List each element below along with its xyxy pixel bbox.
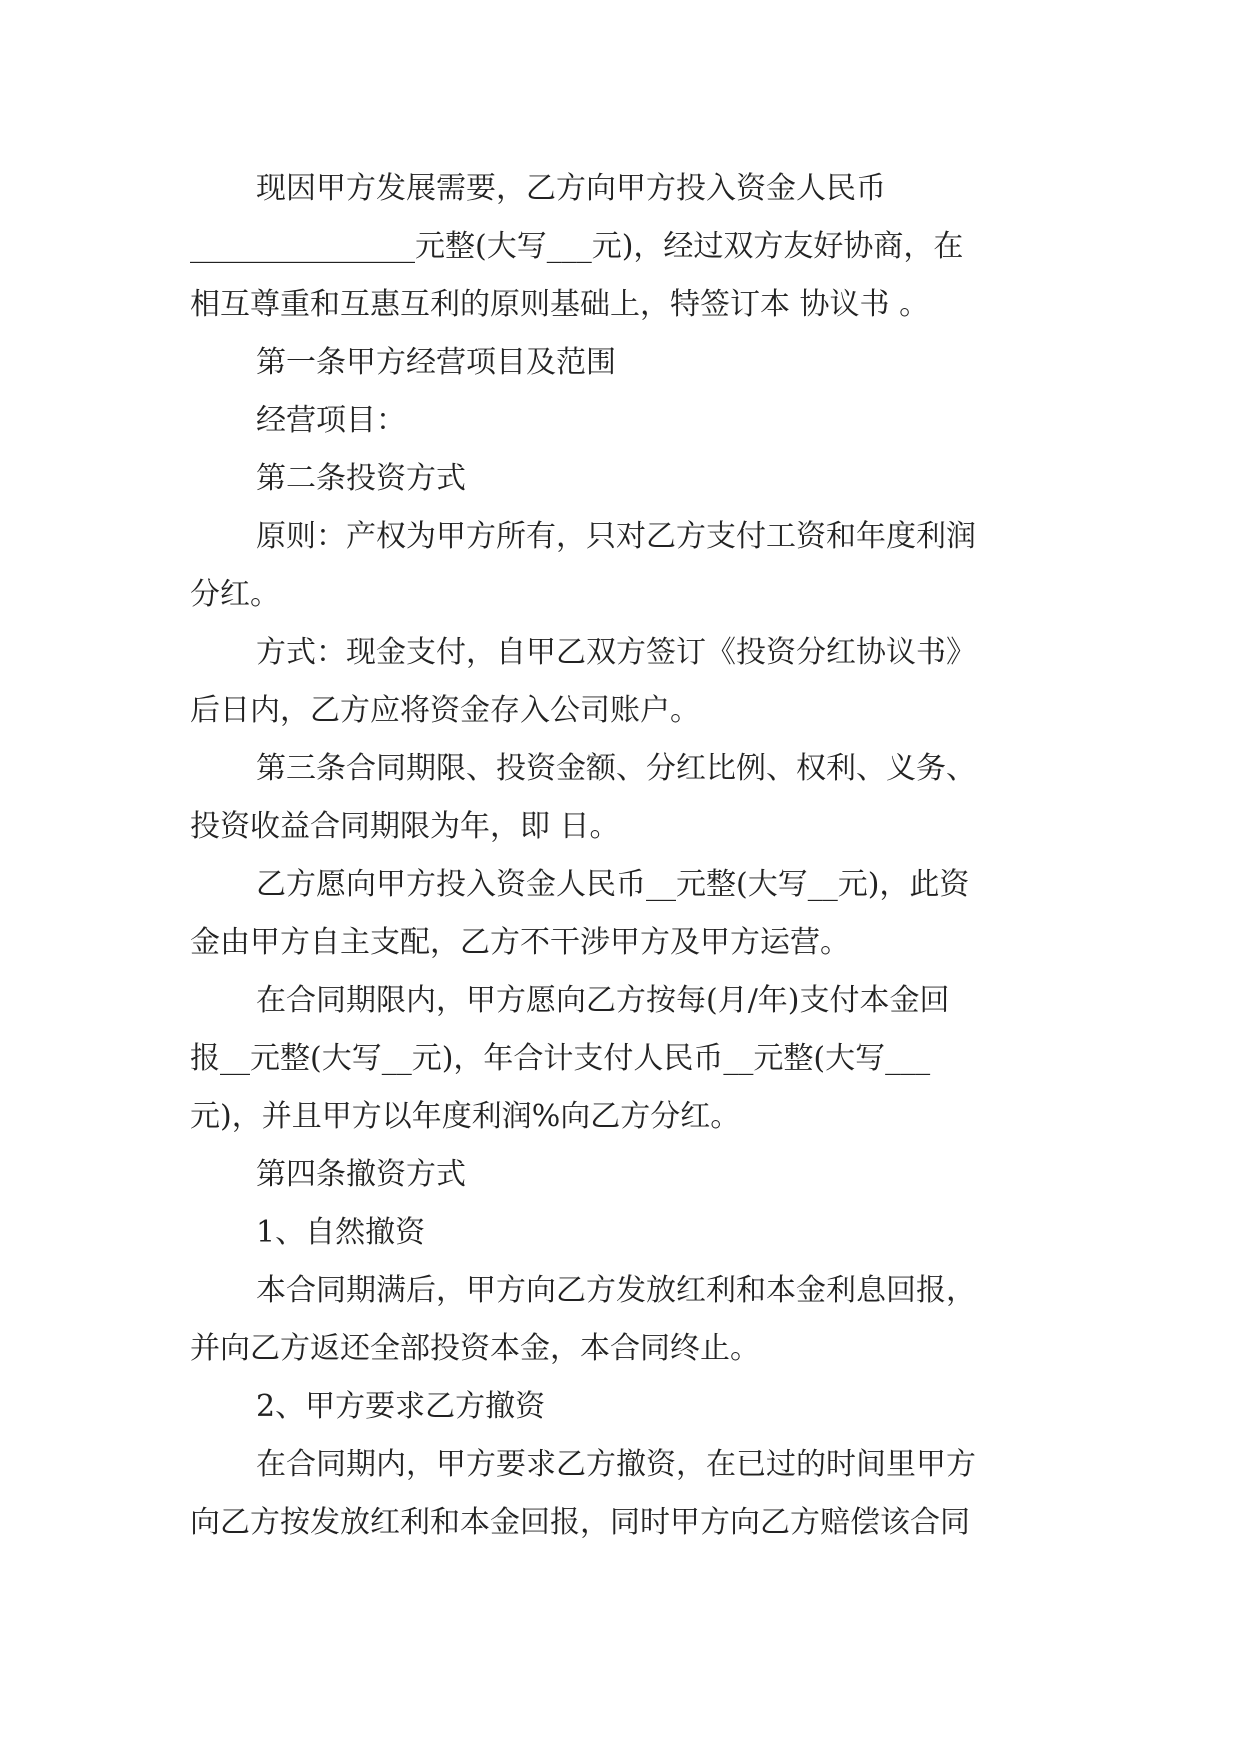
return-paragraph bbox=[190, 972, 1050, 1146]
text-line: 相互尊重和互惠互利的原则基础上，特签订本 协议书 。 bbox=[190, 287, 930, 322]
text-line: 乙方愿向甲方投入资金人民币__元整(大写__元)，此资 bbox=[256, 867, 970, 902]
article-1-heading bbox=[190, 334, 1050, 392]
text-line: 向乙方按发放红利和本金回报，同时甲方向乙方赔偿该合同 bbox=[190, 1505, 970, 1540]
text-line: 在合同期限内，甲方愿向乙方按每(月/年)支付本金回 bbox=[256, 983, 950, 1018]
text-line: 投资收益合同期限为年，即 日。 bbox=[190, 809, 620, 844]
text-line: 第一条甲方经营项目及范围 bbox=[256, 345, 616, 380]
required-withdrawal-heading bbox=[190, 1378, 1050, 1436]
natural-withdrawal-paragraph bbox=[190, 1262, 1050, 1378]
text-line: _______________元整(大写___元)，经过双方友好协商，在 bbox=[190, 229, 964, 264]
business-scope-line bbox=[190, 392, 1050, 450]
required-withdrawal-paragraph bbox=[190, 1436, 1050, 1552]
text-line: 1、自然撤资 bbox=[256, 1215, 426, 1250]
text-line: 金由甲方自主支配，乙方不干涉甲方及甲方运营。 bbox=[190, 925, 850, 960]
document-body bbox=[190, 160, 1050, 1552]
text-line: 第三条合同期限、投资金额、分红比例、权利、义务、 bbox=[256, 751, 976, 786]
method-paragraph bbox=[190, 624, 1050, 740]
text-line: 第二条投资方式 bbox=[256, 461, 466, 496]
text-line: 后日内，乙方应将资金存入公司账户。 bbox=[190, 693, 700, 728]
principle-paragraph bbox=[190, 508, 1050, 624]
text-line: 分红。 bbox=[190, 577, 280, 612]
paragraph-preamble bbox=[190, 160, 1050, 334]
text-line: 本合同期满后，甲方向乙方发放红利和本金利息回报， bbox=[256, 1273, 976, 1308]
article-2-heading bbox=[190, 450, 1050, 508]
text-line: 2、甲方要求乙方撤资 bbox=[256, 1389, 546, 1424]
text-line: 并向乙方返还全部投资本金，本合同终止。 bbox=[190, 1331, 760, 1366]
text-line: 元)，并且甲方以年度利润%向乙方分红。 bbox=[190, 1099, 741, 1134]
article-4-heading bbox=[190, 1146, 1050, 1204]
text-line: 经营项目： bbox=[256, 403, 406, 438]
article-3-paragraph bbox=[190, 740, 1050, 856]
natural-withdrawal-heading bbox=[190, 1204, 1050, 1262]
text-line: 现因甲方发展需要，乙方向甲方投入资金人民币 bbox=[256, 171, 886, 206]
text-line: 报__元整(大写__元)，年合计支付人民币__元整(大写___ bbox=[190, 1041, 931, 1076]
text-line: 在合同期内，甲方要求乙方撤资，在已过的时间里甲方 bbox=[256, 1447, 976, 1482]
text-line: 方式：现金支付，自甲乙双方签订《投资分红协议书》 bbox=[256, 635, 976, 670]
text-line: 原则：产权为甲方所有，只对乙方支付工资和年度利润 bbox=[256, 519, 976, 554]
investment-amount-paragraph bbox=[190, 856, 1050, 972]
text-line: 第四条撤资方式 bbox=[256, 1157, 466, 1192]
